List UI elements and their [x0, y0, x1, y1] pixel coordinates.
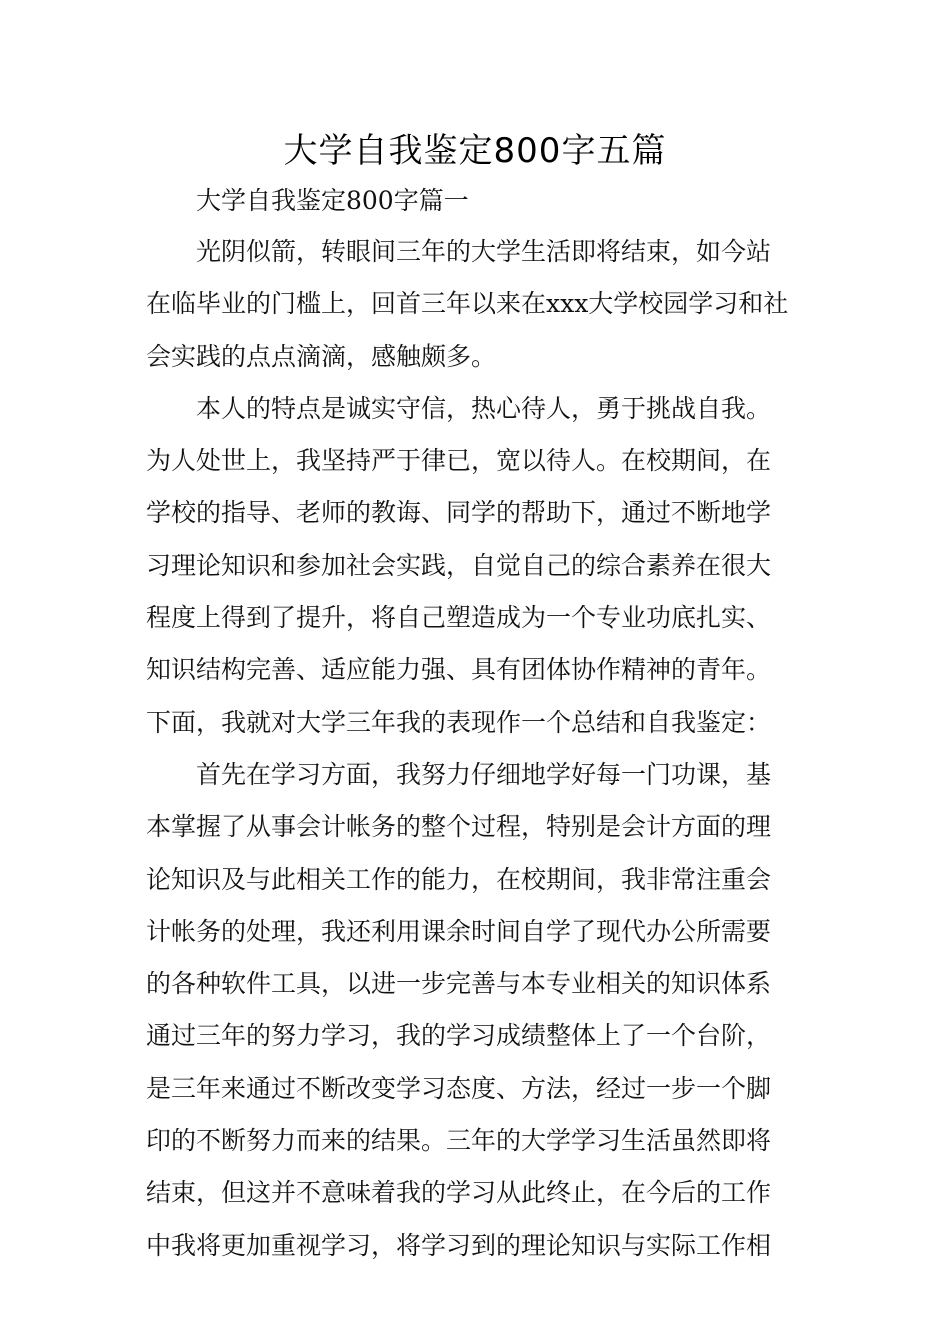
document-title: 大学自我鉴定800字五篇 — [283, 131, 667, 171]
text-line: 习理论知识和参加社会实践，自觉自己的综合素养在很大 — [146, 550, 772, 580]
text-line: 中我将更加重视学习，将学习到的理论知识与实际工作相 — [146, 1230, 772, 1260]
paragraph-1 — [146, 226, 808, 383]
text-line: 通过三年的努力学习，我的学习成绩整体上了一个台阶， — [146, 1021, 772, 1051]
text-line: 是三年来通过不断改变学习态度、方法，经过一步一个脚 — [146, 1073, 772, 1103]
text-line: 计帐务的处理，我还利用课余时间自学了现代办公所需要 — [146, 916, 772, 946]
section-heading: 大学自我鉴定800字篇一 — [196, 186, 469, 215]
text-line: 学校的指导、老师的教诲、同学的帮助下，通过不断地学 — [146, 498, 772, 528]
text-line: 程度上得到了提升，将自己塑造成为一个专业功底扎实、 — [146, 603, 772, 633]
text-line: 光阴似箭，转眼间三年的大学生活即将结束，如今站 — [196, 237, 772, 266]
text-line: 在临毕业的门槛上，回首三年以来在xxx大学校园学习和社 — [146, 289, 789, 319]
text-line: 的各种软件工具，以进一步完善与本专业相关的知识体系 — [146, 969, 772, 999]
text-line: 本掌握了从事会计帐务的整个过程，特别是会计方面的理 — [146, 812, 772, 842]
text-line: 为人处世上，我坚持严于律已，宽以待人。在校期间，在 — [146, 446, 772, 476]
text-line: 首先在学习方面，我努力仔细地学好每一门功课，基 — [196, 759, 772, 789]
text-line: 论知识及与此相关工作的能力，在校期间，我非常注重会 — [146, 864, 772, 894]
text-line: 知识结构完善、适应能力强、具有团体协作精神的青年。 — [146, 655, 772, 685]
text-line: 会实践的点点滴滴，感触颇多。 — [146, 341, 497, 371]
paragraph-3 — [146, 749, 808, 1272]
text-line: 下面，我就对大学三年我的表现作一个总结和自我鉴定： — [146, 707, 772, 737]
text-line: 印的不断努力而来的结果。三年的大学学习生活虽然即将 — [146, 1126, 772, 1156]
text-line: 结束，但这并不意味着我的学习从此终止，在今后的工作 — [146, 1178, 772, 1208]
paragraph-2 — [146, 383, 808, 749]
text-line: 本人的特点是诚实守信，热心待人，勇于挑战自我。 — [196, 393, 772, 423]
document-body — [146, 226, 808, 1272]
